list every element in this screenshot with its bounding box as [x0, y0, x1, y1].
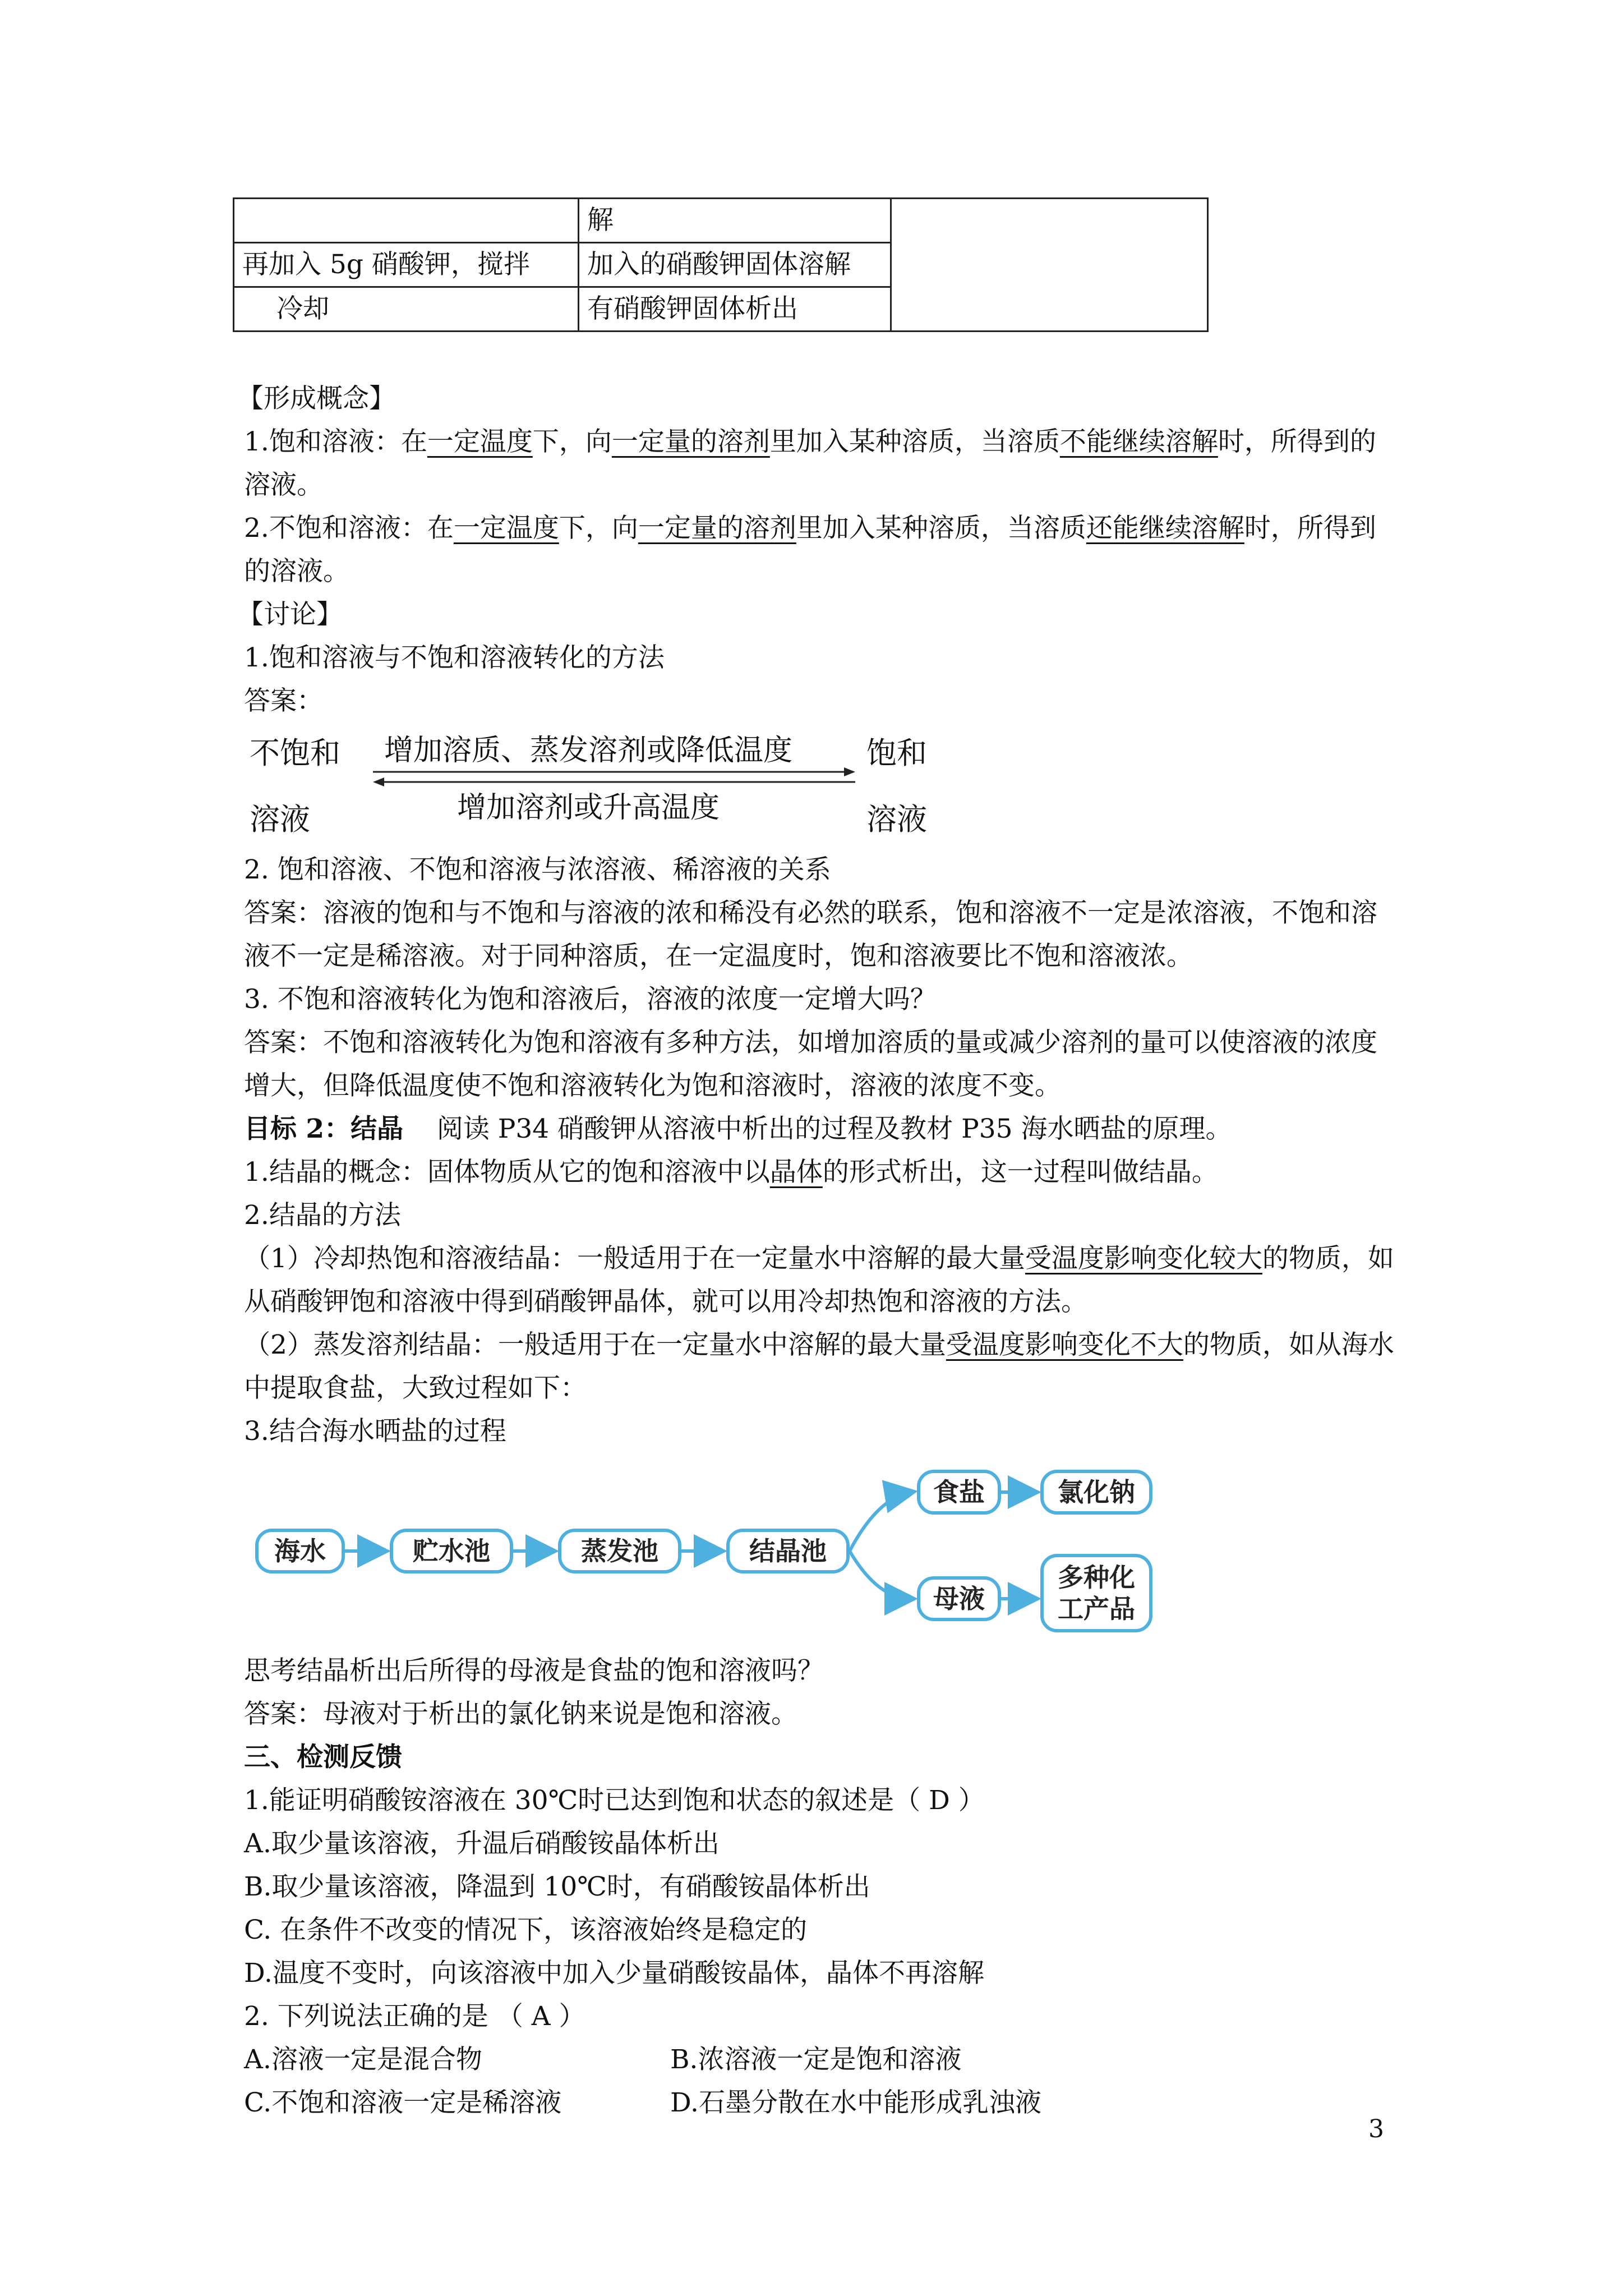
flow-node-mother-liquor: 母液 [917, 1576, 1001, 1621]
concept-item: 1.饱和溶液：在一定温度下，向一定量的溶剂里加入某种溶质，当溶质不能继续溶解时，所得到的溶液。 [244, 426, 1376, 500]
concept-item: 2.不饱和溶液：在一定温度下，向一定量的溶剂里加入某种溶质，当溶质还能继续溶解时，所得到的溶液。 [244, 513, 1376, 587]
table-cell: 冷却 [234, 287, 579, 332]
table-cell: 加入的硝酸钾固体溶解 [579, 243, 891, 287]
flow-node-sodium-chloride: 氯化钠 [1040, 1470, 1152, 1515]
question: 2. 下列说法正确的是 （ A ） [244, 2001, 585, 2032]
concept-item: 3.结合海水晒盐的过程 [244, 1416, 506, 1447]
flow-node-seawater: 海水 [255, 1529, 345, 1573]
option: C.不饱和溶液一定是稀溶液 [244, 2087, 562, 2118]
table-cell: 有硝酸钾固体析出 [579, 287, 891, 332]
option: B.浓溶液一定是饱和溶液 [670, 2044, 962, 2075]
backward-method: 增加溶剂或升高温度 [457, 791, 720, 825]
option-row [244, 2038, 1399, 2081]
concept-item: 1.结晶的概念：固体物质从它的饱和溶液中以晶体的形式析出，这一过程叫做结晶。 [244, 1157, 1218, 1188]
table-cell [891, 199, 1208, 332]
answer-label: 答案： [244, 685, 323, 716]
goal-title: 目标 2：结晶 [244, 1114, 404, 1144]
flow-node-evaporation-pool: 蒸发池 [558, 1529, 681, 1573]
page-number: 3 [1368, 2115, 1384, 2143]
answer: 答案：溶液的饱和与不饱和与溶液的浓和稀没有必然的联系，饱和溶液不一定是浓溶液，不饱和溶液不一定是稀溶液。对于同种溶质，在一定温度时，饱和溶液要比不饱和溶液浓。 [244, 898, 1377, 972]
flow-node-storage-pool: 贮水池 [390, 1529, 513, 1573]
option: B.取少量该溶液，降温到 10℃时，有硝酸铵晶体析出 [244, 1871, 870, 1902]
section-heading: 三、检测反馈 [244, 1742, 402, 1773]
question: 3. 不饱和溶液转化为饱和溶液后，溶液的浓度一定增大吗？ [244, 984, 937, 1015]
state-label: 饱和 [866, 735, 927, 771]
method-item: （2）蒸发溶剂结晶：一般适用于在一定量水中溶解的最大量受温度影响变化不大的物质，如从海水中提取食盐，大致过程如下： [244, 1329, 1394, 1404]
main-content [237, 377, 1399, 2124]
state-label: 溶液 [250, 802, 310, 837]
option: D.温度不变时，向该溶液中加入少量硝酸铵晶体，晶体不再溶解 [244, 1958, 984, 1989]
flow-node-crystallization-pool: 结晶池 [726, 1529, 850, 1573]
question: 1.能证明硝酸铵溶液在 30℃时已达到饱和状态的叙述是（ D ） [244, 1785, 985, 1816]
option: A.溶液一定是混合物 [244, 2044, 482, 2075]
state-label: 不饱和 [250, 735, 340, 771]
goal-heading: 目标 2：结晶 阅读 P34 硝酸钾从溶液中析出的过程及教材 P35 海水晒盐的原理。 [244, 1114, 1232, 1144]
table-cell [234, 199, 579, 243]
section-heading: 【形成概念】 [237, 383, 395, 414]
method-item: （1）冷却热饱和溶液结晶：一般适用于在一定量水中溶解的最大量受温度影响变化较大的物质，如从硝酸钾饱和溶液中得到硝酸钾晶体，就可以用冷却热饱和溶液的方法。 [244, 1243, 1394, 1317]
option-row [244, 2081, 1399, 2124]
question: 1.饱和溶液与不饱和溶液转化的方法 [244, 642, 665, 673]
answer: 答案：母液对于析出的氯化钠来说是饱和溶液。 [244, 1699, 797, 1729]
option: A.取少量该溶液，升温后硝酸铵晶体析出 [244, 1828, 720, 1859]
flow-node-salt: 食盐 [917, 1470, 1001, 1515]
concept-item: 2.结晶的方法 [244, 1200, 401, 1231]
option: C. 在条件不改变的情况下，该溶液始终是稳定的 [244, 1915, 808, 1945]
conversion-diagram [250, 726, 967, 843]
section-heading: 【讨论】 [237, 599, 343, 630]
flow-node-chemical-products: 多种化 工产品 [1040, 1554, 1152, 1632]
table-cell: 再加入 5g 硝酸钾，搅拌 [234, 243, 579, 287]
table-cell: 解 [579, 199, 891, 243]
state-label: 溶液 [866, 802, 927, 837]
option: D.石墨分散在水中能形成乳浊液 [670, 2087, 1041, 2118]
table-row [234, 199, 1208, 243]
answer: 答案：不饱和溶液转化为饱和溶液有多种方法，如增加溶质的量或减少溶剂的量可以使溶液的浓度增大，但降低温度使不饱和溶液转化为饱和溶液时，溶液的浓度不变。 [244, 1027, 1377, 1101]
experiment-table [233, 197, 1209, 332]
forward-method: 增加溶质、蒸发溶剂或降低温度 [384, 734, 793, 767]
question: 2. 饱和溶液、不饱和溶液与浓溶液、稀溶液的关系 [244, 854, 831, 885]
sea-salt-flow-diagram [255, 1464, 1152, 1632]
question: 思考结晶析出后所得的母液是食盐的饱和溶液吗？ [244, 1655, 824, 1686]
